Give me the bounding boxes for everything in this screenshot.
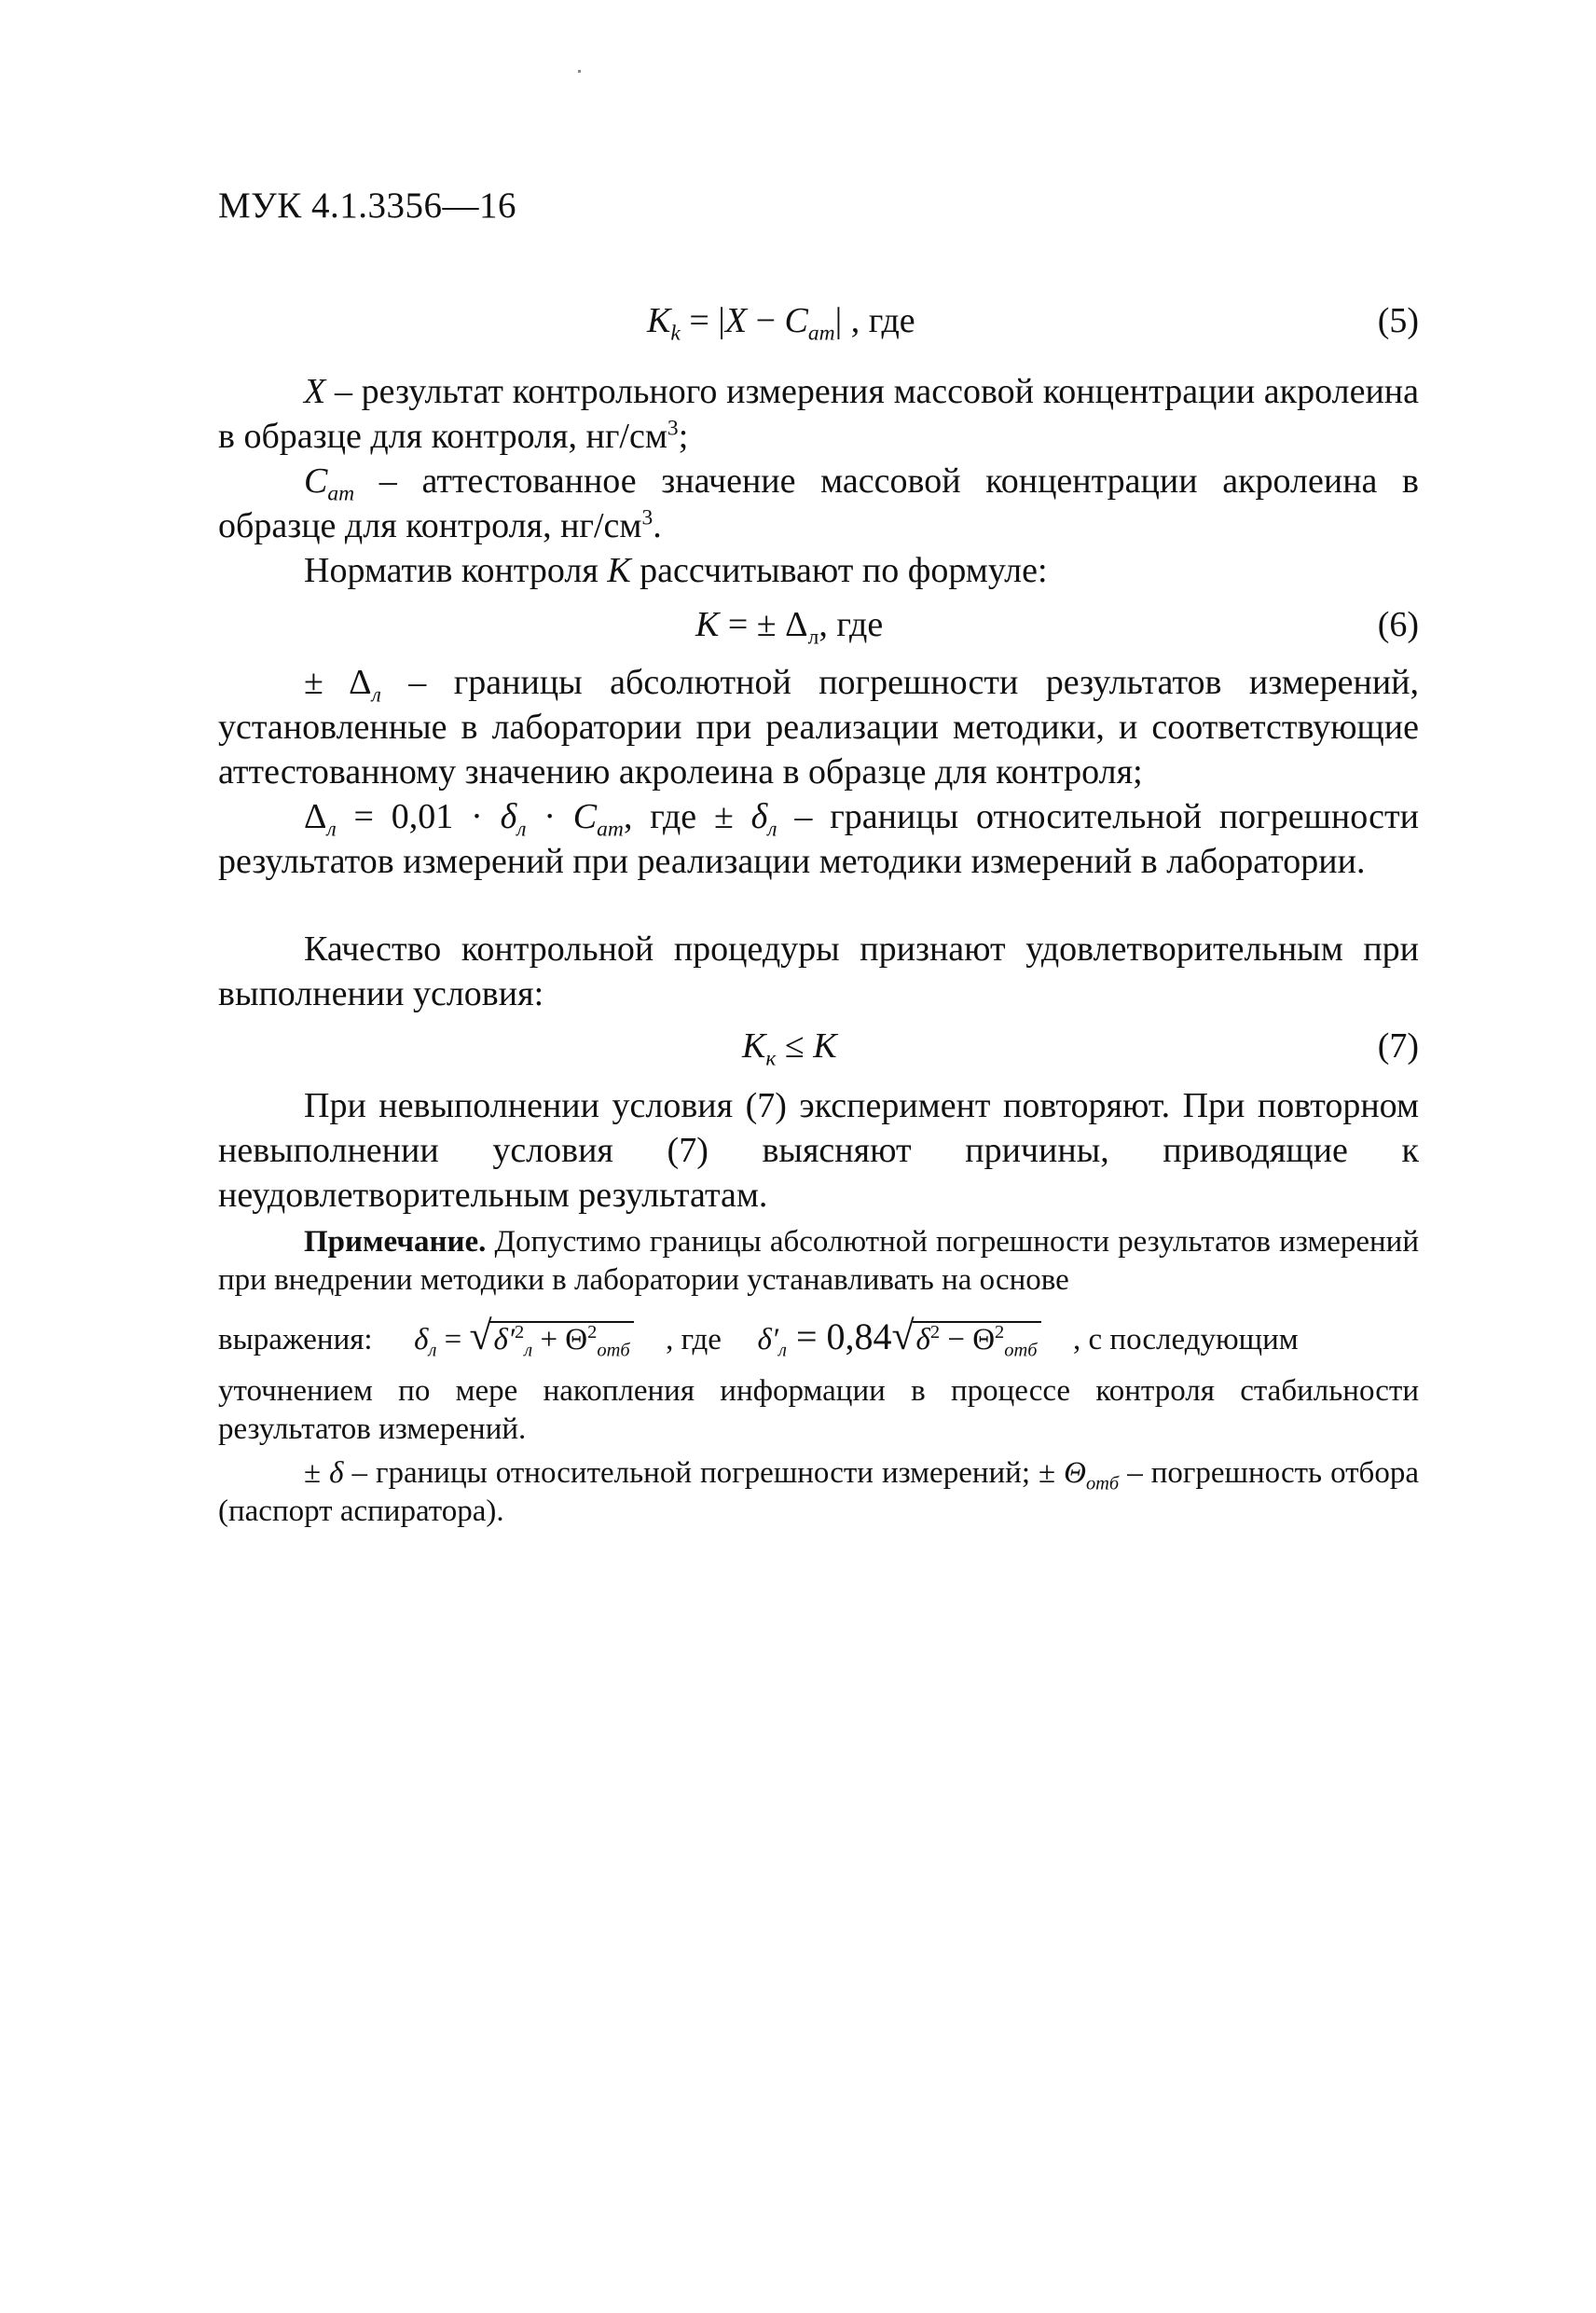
- note-f2-r2-sup: 2: [995, 1322, 1005, 1342]
- cat-definition-text: – аттестованное значение массовой концентрации акролеина в образце для контроля, нг/см: [218, 461, 1419, 545]
- note-line-c: , с последующим: [1073, 1323, 1299, 1356]
- delta2-delta-sub: л: [516, 817, 527, 842]
- delta-sub: л: [371, 682, 381, 708]
- delta-definition-text: – границы абсолютной погрешности результатов измерений, установленные в лаборатории при реализации методики, и соответствующие аттестованному значению акролеина в образце для контроля;: [218, 663, 1419, 792]
- x-definition-end: ;: [678, 417, 689, 456]
- formula-7: [742, 1022, 837, 1070]
- formula-6-row: [218, 600, 1419, 649]
- formula-5: [647, 296, 915, 345]
- paragraph-x-definition: [218, 369, 1419, 459]
- norm-text-b: рассчитывают по формуле:: [630, 551, 1048, 590]
- c-symbol-sub: am: [327, 481, 355, 506]
- note-f2-lhs-sub: л: [778, 1340, 787, 1361]
- note-label: Примечание.: [304, 1225, 487, 1259]
- note-formula-line: [218, 1309, 1419, 1365]
- delta2-text-b: – границы относительной погрешности результатов измерений при реализации методики измерений в лаборатории.: [218, 797, 1419, 881]
- note-line-b: , где: [666, 1323, 722, 1356]
- paragraph-delta-definition: [218, 660, 1419, 794]
- note-final: [218, 1454, 1419, 1531]
- note-f1-plus: + Θ: [532, 1323, 588, 1356]
- note-f1-eq: =: [436, 1323, 470, 1356]
- note-f2-lhs: δ′: [757, 1323, 779, 1356]
- delta2-d-sub: л: [326, 817, 337, 842]
- x-definition-text: – результат контрольного измерения массовой концентрации акролеина в образце для контроля, нг/см: [218, 372, 1419, 456]
- note-f2-r1-sup: 2: [929, 1322, 941, 1342]
- formula-7-k: K: [742, 1026, 766, 1066]
- delta2-text-a: , где ±: [623, 797, 751, 836]
- delta2-dot: ·: [526, 797, 573, 836]
- delta2-delta2: δ: [750, 797, 768, 836]
- paragraph-norm: [218, 548, 1419, 593]
- note-line-a: выражения:: [218, 1323, 373, 1356]
- note-continuation: уточнением по мере накопления информации в процессе контроля стабильности результатов измерений.: [218, 1374, 1419, 1446]
- cat-definition-end: .: [653, 506, 662, 545]
- note-paragraph: [218, 1223, 1419, 1300]
- delta2-delta: δ: [500, 797, 517, 836]
- cat-unit-sup: 3: [641, 505, 654, 530]
- note-f1-lhs: δ: [414, 1323, 429, 1356]
- note-final-theta: Θ: [1064, 1456, 1086, 1490]
- note-f2-eq: = 0,84: [786, 1315, 892, 1357]
- note-f1-r2-sub: отб: [597, 1340, 630, 1361]
- formula-5-k: K: [647, 301, 671, 340]
- formula-6: [695, 600, 883, 649]
- delta2-c: C: [572, 797, 598, 836]
- norm-text-a: Норматив контроля: [304, 551, 608, 590]
- note-final-a: ±: [304, 1456, 330, 1490]
- note-f2-sqrt: [892, 1312, 1041, 1368]
- paragraph-repeat: При невыполнении условия (7) эксперимент повторяют. При повторном невыполнении условия (7) выясняют причины, приводящие к неудовлетворительным результатам.: [218, 1086, 1419, 1215]
- formula-5-k-sub: k: [670, 321, 681, 346]
- x-symbol: X: [304, 372, 326, 411]
- formula-6-sub: л: [807, 625, 819, 650]
- formula-5-x: X: [724, 301, 748, 340]
- formula-7-row: [218, 1022, 1419, 1070]
- note-f2-r2-sub: отб: [1004, 1340, 1038, 1361]
- formula-6-eq: = ± Δ: [719, 605, 808, 644]
- formula-7-rel: ≤: [776, 1026, 814, 1066]
- note-f1-r1-sup: 2: [515, 1322, 525, 1342]
- note-f1-sqrt: [469, 1312, 633, 1368]
- note-f1-r1: δ′: [493, 1323, 516, 1356]
- scan-speck: [578, 70, 581, 73]
- delta2-delta2-sub: л: [767, 817, 777, 842]
- formula-5-minus: −: [747, 301, 785, 340]
- norm-k-symbol: K: [607, 551, 631, 590]
- equation-number-6: (6): [1377, 605, 1419, 644]
- note-f1-r1-sub: л: [524, 1340, 533, 1361]
- formula-5-c: C: [784, 301, 808, 340]
- note-f2-minus: − Θ: [940, 1323, 996, 1356]
- note-final-delta: δ: [329, 1456, 344, 1490]
- formula-5-eq: = |: [680, 301, 725, 340]
- paragraph-delta-formula: [218, 794, 1419, 884]
- note-final-c: – погрешность отбора (паспорт аспиратора).: [218, 1456, 1419, 1528]
- note-final-b: – границы относительной погрешности измерений; ±: [343, 1456, 1065, 1490]
- formula-5-row: [218, 296, 1419, 345]
- paragraph-cat-definition: [218, 459, 1419, 548]
- x-unit-sup: 3: [667, 416, 679, 441]
- note-f1-lhs-sub: л: [428, 1340, 437, 1361]
- formula-6-tail: , где: [819, 605, 884, 644]
- formula-6-k: K: [695, 605, 720, 644]
- delta2-d: Δ: [304, 797, 327, 836]
- note-final-theta-sub: отб: [1085, 1473, 1120, 1494]
- equation-number-7: (7): [1377, 1026, 1419, 1066]
- formula-5-tail: | , где: [834, 301, 915, 340]
- equation-number-5: (5): [1377, 301, 1419, 340]
- formula-7-k2: K: [813, 1026, 837, 1066]
- document-code-header: МУК 4.1.3356—16: [218, 186, 517, 226]
- formula-7-k-sub: к: [765, 1046, 777, 1071]
- delta2-c-sub: am: [597, 817, 624, 842]
- delta2-eq: = 0,01 ·: [336, 797, 501, 836]
- c-symbol: C: [304, 461, 328, 501]
- note-text-1: Допустимо границы абсолютной погрешности результатов измерений при внедрении методики в лаборатории устанавливать на основе: [218, 1225, 1419, 1297]
- paragraph-quality: Качество контрольной процедуры признают удовлетворительным при выполнении условия:: [218, 929, 1419, 1013]
- delta-symbol: ± Δ: [304, 663, 372, 702]
- note-f1-r2-sup: 2: [587, 1322, 598, 1342]
- formula-5-c-sub: am: [807, 321, 835, 346]
- note-f2-r1: δ: [915, 1323, 930, 1356]
